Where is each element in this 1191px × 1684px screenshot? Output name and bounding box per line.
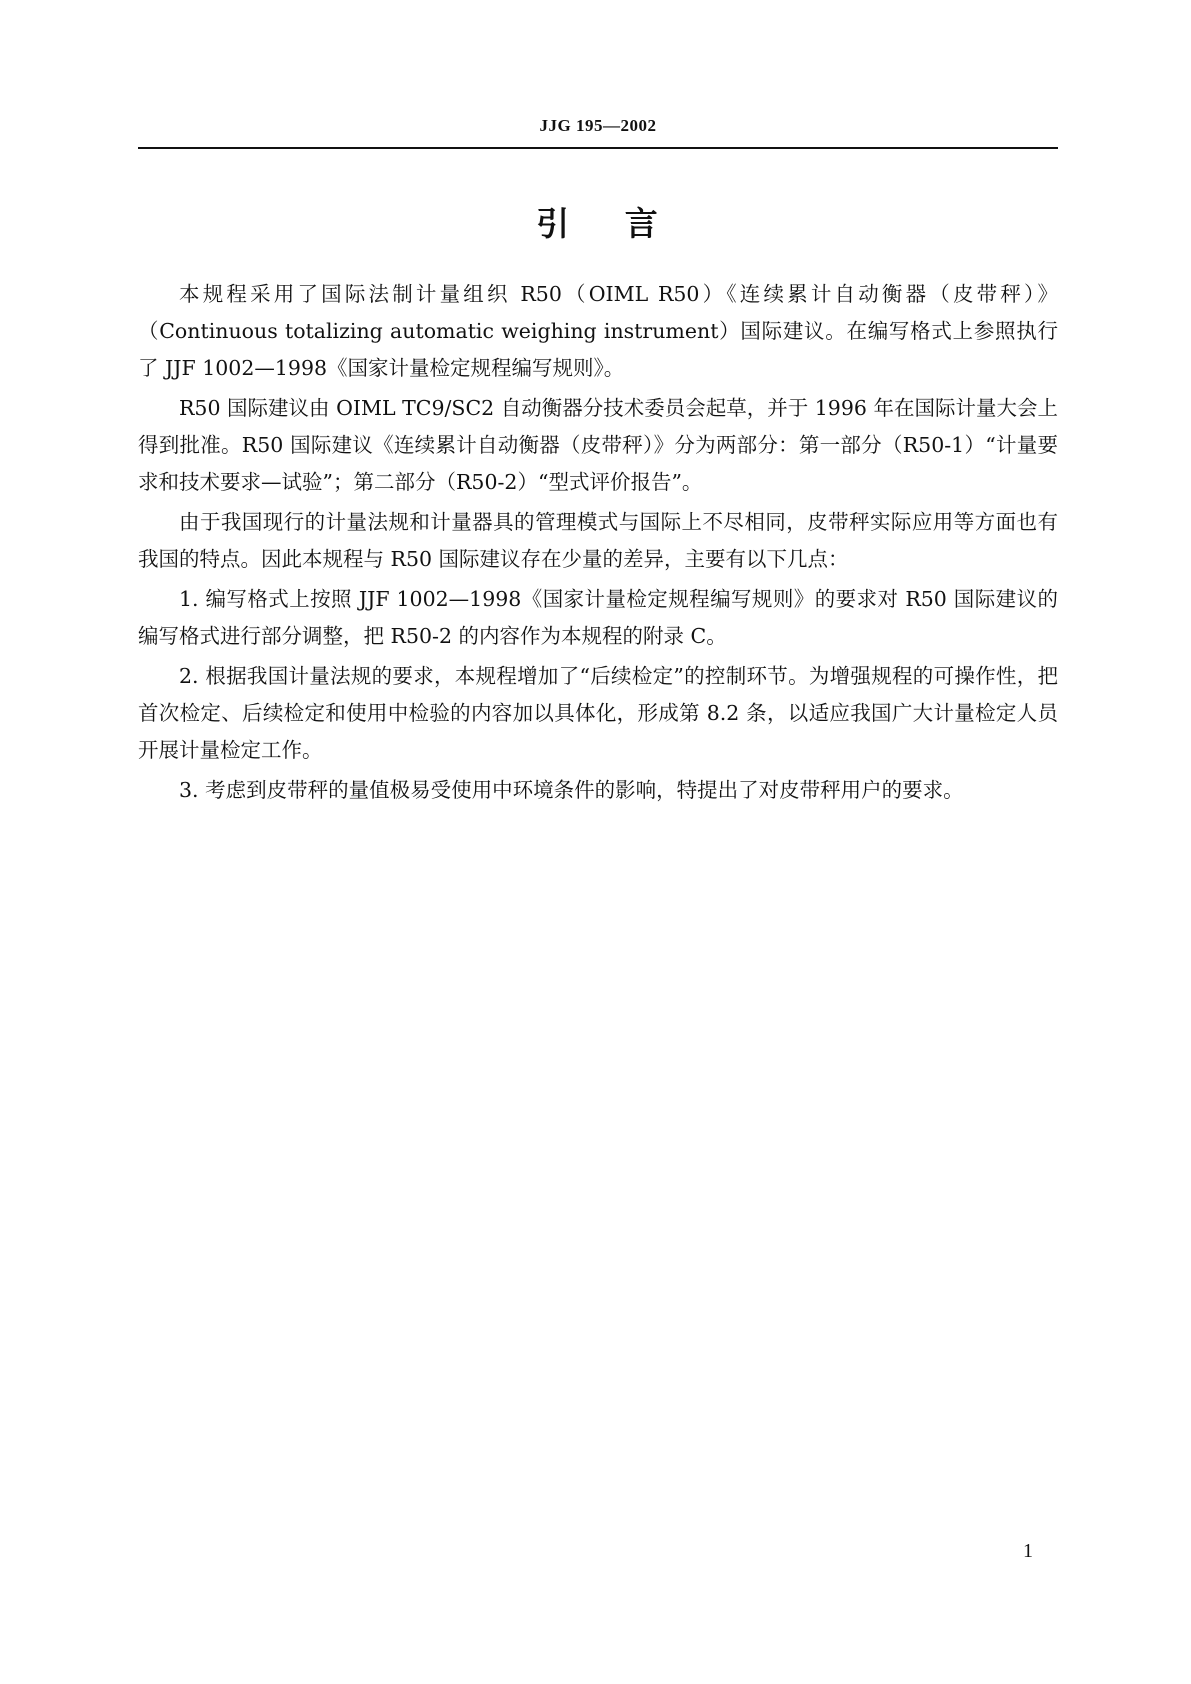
paragraph: 由于我国现行的计量法规和计量器具的管理模式与国际上不尽相同，皮带秤实际应用等方面也有我国的特点。因此本规程与 R50 国际建议存在少量的差异，主要有以下几点：	[138, 510, 1058, 571]
document-code-header: JJG 195—2002	[539, 116, 657, 135]
header-rule	[138, 147, 1058, 149]
paragraph: 3. 考虑到皮带秤的量值极易受使用中环境条件的影响，特提出了对皮带秤用户的要求。	[179, 778, 964, 802]
page-number: 1	[1023, 1540, 1033, 1562]
paragraph: 本规程采用了国际法制计量组织 R50（OIML R50）《连续累计自动衡器（皮带秤）》（Continuous totalizing automatic weighing instrument）国际建议。在编写格式上参照执行了 JJF 1002—1998《国家计量检定规程编写规则》。	[138, 282, 1058, 380]
section-title: 引 言	[536, 204, 660, 243]
paragraph: 2. 根据我国计量法规的要求，本规程增加了“后续检定”的控制环节。为增强规程的可操作性，把首次检定、后续检定和使用中检验的内容加以具体化，形成第 8.2 条，以适应我国广大计量检定人员开展计量检定工作。	[138, 664, 1058, 762]
body-text	[138, 276, 1058, 812]
paragraph: 1. 编写格式上按照 JJF 1002—1998《国家计量检定规程编写规则》的要求对 R50 国际建议的编写格式进行部分调整，把 R50-2 的内容作为本规程的附录 C。	[138, 587, 1058, 648]
paragraph: R50 国际建议由 OIML TC9/SC2 自动衡器分技术委员会起草，并于 1996 年在国际计量大会上得到批准。R50 国际建议《连续累计自动衡器（皮带秤）》分为两部分：第一部分（R50-1）“计量要求和技术要求—试验”；第二部分（R50-2）“型式评价报告”。	[138, 396, 1058, 494]
